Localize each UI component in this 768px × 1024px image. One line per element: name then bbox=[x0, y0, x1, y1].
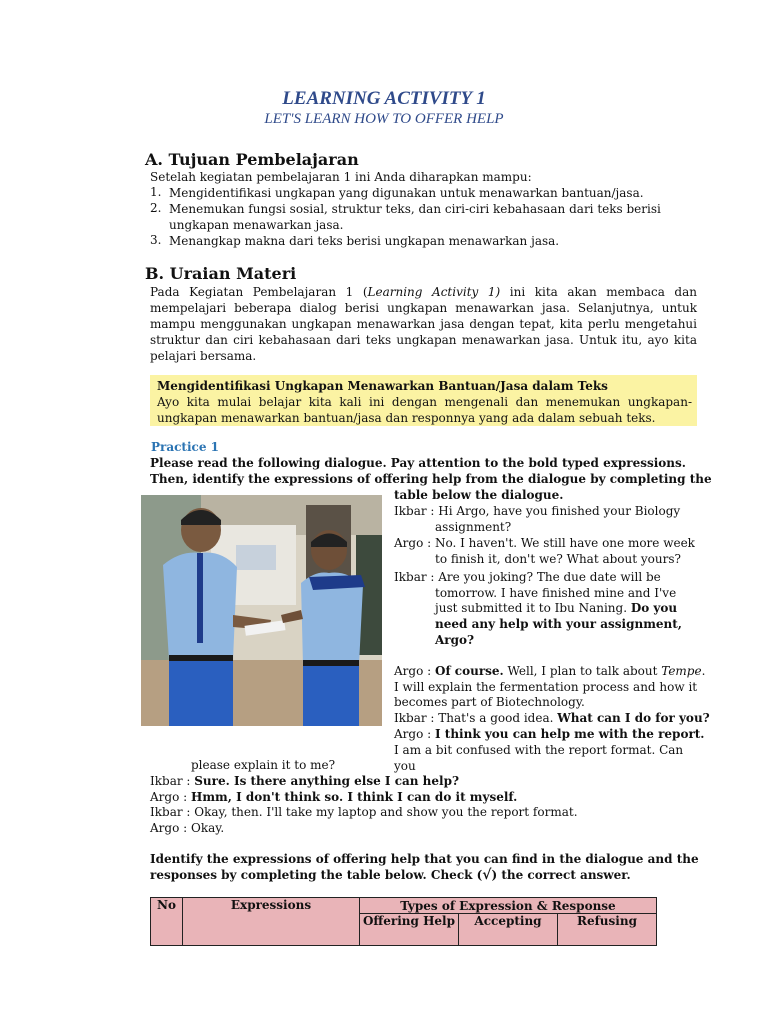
dialogue-line: Argo : I think you can help me with the report. bbox=[394, 727, 705, 741]
dialogue-line: Ikbar : Sure. Is there anything else I can help? bbox=[150, 774, 460, 788]
dialogue-line: Ikbar : Are you joking? The due date will be bbox=[394, 570, 661, 584]
checkmark-icon: √ bbox=[482, 867, 492, 883]
task-instruction-line1: Identify the expressions of offering help that you can find in the dialogue and the bbox=[150, 852, 699, 866]
dialogue-line: Argo : Of course. Well, I plan to talk about Tempe. bbox=[394, 664, 706, 678]
dialogue-line: tomorrow. I have finished mine and I've bbox=[435, 586, 677, 600]
dialogue-line: to finish it, don't we? What about yours? bbox=[435, 552, 681, 566]
practice-instruction-line3: table below the dialogue. bbox=[394, 488, 564, 502]
table-header-no: No bbox=[151, 898, 183, 946]
practice-instruction-line2: Then, identify the expressions of offering help from the dialogue by completing the bbox=[150, 472, 712, 486]
dialogue-line: I am a bit confused with the report format. Can bbox=[394, 743, 684, 757]
dialogue-line: assignment? bbox=[435, 520, 512, 534]
table-header-accepting: Accepting bbox=[459, 914, 558, 946]
table-header-refusing: Refusing bbox=[558, 914, 657, 946]
table-header-types: Types of Expression & Response bbox=[360, 898, 657, 914]
list-item: Menangkap makna dari teks berisi ungkapan menawarkan jasa. bbox=[169, 234, 560, 248]
dialogue-line: Ikbar : That's a good idea. What can I do for you? bbox=[394, 711, 710, 725]
table-header-expressions: Expressions bbox=[183, 898, 360, 946]
dialogue-line: Argo : Hmm, I don't think so. I think I can do it myself. bbox=[150, 790, 518, 804]
highlight-box bbox=[150, 375, 697, 426]
students-photo bbox=[141, 495, 382, 726]
highlight-title: Mengidentifikasi Ungkapan Menawarkan Bantuan/Jasa dalam Teks bbox=[157, 379, 608, 393]
table-header-offering: Offering Help bbox=[360, 914, 459, 946]
practice-label: Practice 1 bbox=[151, 440, 219, 454]
list-number: 3. bbox=[150, 233, 162, 247]
dialogue-line: just submitted it to Ibu Naning. Do you bbox=[435, 601, 678, 615]
dialogue-line: please explain it to me? bbox=[191, 758, 336, 772]
list-number: 2. bbox=[150, 201, 162, 215]
dialogue-line: Argo? bbox=[435, 633, 475, 647]
dialogue-line: Ikbar : Hi Argo, have you finished your Biology bbox=[394, 504, 681, 518]
dialogue-line: becomes part of Biotechnology. bbox=[394, 695, 585, 709]
dialogue-line: Argo : Okay. bbox=[150, 821, 225, 835]
section-a-heading: A. Tujuan Pembelajaran bbox=[145, 150, 359, 169]
highlight-body: Ayo kita mulai belajar kita kali ini dengan mengenali dan menemukan ungkapan-ungkapan menawarkan bantuan/jasa dan responnya yang ada dalam sebuah teks. bbox=[157, 395, 692, 425]
list-number: 1. bbox=[150, 185, 162, 199]
page-subtitle: LET'S LEARN HOW TO OFFER HELP bbox=[264, 111, 504, 127]
dialogue-line: you bbox=[394, 759, 416, 773]
dialogue-line: Argo : No. I haven't. We still have one more week bbox=[394, 536, 695, 550]
section-b-heading: B. Uraian Materi bbox=[145, 264, 297, 283]
response-table bbox=[150, 897, 657, 946]
section-a-intro: Setelah kegiatan pembelajaran 1 ini Anda diharapkan mampu: bbox=[150, 170, 532, 184]
practice-instruction-line1: Please read the following dialogue. Pay attention to the bold typed expressions. bbox=[150, 456, 686, 470]
task-instruction-line2: responses by completing the table below. Check (√) the correct answer. bbox=[150, 867, 631, 883]
dialogue-line: need any help with your assignment, bbox=[435, 617, 682, 631]
list-item-continuation: ungkapan menawarkan jasa. bbox=[169, 218, 344, 232]
dialogue-line: I will explain the fermentation process and how it bbox=[394, 680, 698, 694]
list-item: Mengidentifikasi ungkapan yang digunakan untuk menawarkan bantuan/jasa. bbox=[169, 186, 644, 200]
dialogue-line: Ikbar : Okay, then. I'll take my laptop and show you the report format. bbox=[150, 805, 578, 819]
page-title: LEARNING ACTIVITY 1 bbox=[282, 88, 486, 109]
section-b-paragraph: Pada Kegiatan Pembelajaran 1 (Learning Activity 1) ini kita akan membaca dan mempelajari beberapa dialog berisi ungkapan menawarkan jasa. Selanjutnya, untuk mampu menggunakan ungkapan menawarkan jasa dengan tepat, kita perlu mengetahui struktur dan ciri kebahasaan dari teks ungkapan menawarkan jasa. Untuk itu, ayo kita pelajari bersama. bbox=[150, 285, 697, 363]
list-item: Menemukan fungsi sosial, struktur teks, dan ciri-ciri kebahasaan dari teks berisi bbox=[169, 202, 661, 216]
